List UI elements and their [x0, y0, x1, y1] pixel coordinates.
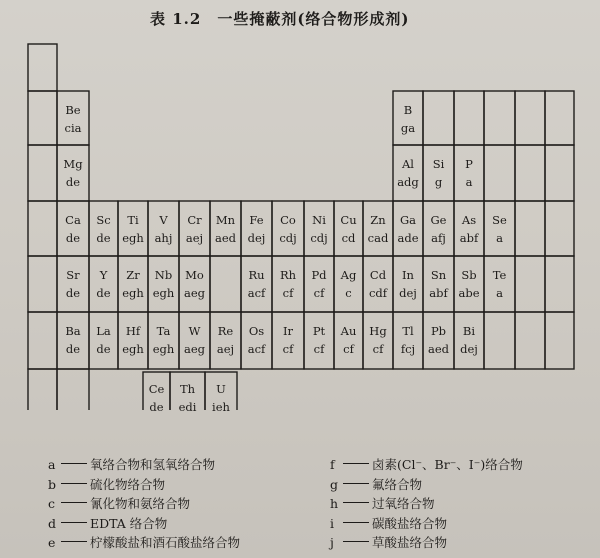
element-symbol: B	[403, 103, 413, 117]
masking-codes: dej	[399, 286, 417, 300]
element-symbol: Ag	[340, 268, 357, 282]
element-rh	[273, 268, 303, 301]
legend-text: EDTA 络合物	[90, 515, 168, 531]
legend-key: b	[48, 476, 57, 492]
element-symbol: Ge	[430, 213, 447, 227]
element-symbol: Cr	[187, 213, 202, 227]
masking-codes: cad	[367, 231, 389, 245]
element-symbol: Re	[217, 324, 234, 338]
element-symbol: Te	[492, 268, 507, 282]
element-zr	[118, 268, 148, 301]
masking-codes: aej	[185, 231, 204, 245]
legend-text: 过氧络合物	[372, 496, 435, 511]
masking-codes: cf	[343, 342, 354, 356]
element-symbol: Ba	[65, 324, 81, 338]
masking-codes: egh	[122, 231, 144, 245]
element-symbol: Mg	[63, 157, 83, 171]
masking-codes: abe	[458, 286, 480, 300]
element-symbol: Si	[432, 157, 445, 171]
masking-codes: de	[96, 231, 111, 245]
element-si	[424, 157, 454, 190]
element-hg	[363, 324, 393, 357]
element-ta	[149, 324, 179, 357]
grid-cell	[545, 145, 574, 201]
masking-codes: ga	[400, 121, 416, 135]
grid-cell	[515, 91, 545, 145]
legend-text: 碳酸盐络合物	[372, 515, 448, 531]
element-symbol: Y	[99, 268, 108, 282]
legend-text: 草酸盐络合物	[372, 535, 448, 550]
masking-codes: egh	[152, 286, 175, 300]
element-sc	[89, 213, 119, 246]
element-hf	[118, 324, 148, 357]
element-symbol: As	[461, 213, 477, 227]
grid-cell	[28, 369, 57, 410]
masking-codes: cdj	[310, 231, 328, 245]
table-title: 表 1.2 一些掩蔽剂(络合物形成剂)	[150, 10, 410, 28]
grid-cell	[210, 256, 241, 312]
masking-codes: aed	[214, 231, 237, 245]
masking-codes: acf	[247, 342, 266, 356]
masking-codes: a	[465, 175, 473, 189]
element-zn	[363, 213, 393, 246]
element-symbol: Mo	[185, 268, 204, 282]
element-pt	[304, 324, 334, 357]
legend-key: i	[330, 515, 334, 531]
element-ru	[242, 268, 272, 301]
element-symbol: Th	[179, 382, 196, 396]
masking-codes: cf	[372, 342, 384, 356]
masking-codes: egh	[122, 342, 144, 356]
grid-cell	[545, 256, 574, 312]
grid-cell	[484, 312, 515, 369]
element-v	[149, 213, 179, 246]
grid-cell	[515, 201, 545, 256]
masking-codes: cf	[313, 342, 325, 356]
element-as	[454, 213, 484, 246]
masking-codes: adg	[397, 175, 419, 189]
element-re	[211, 324, 241, 357]
element-sb	[454, 268, 484, 301]
masking-codes: ieh	[212, 400, 230, 414]
element-symbol: U	[216, 382, 226, 396]
masking-codes: edi	[178, 400, 197, 414]
element-symbol: Ce	[148, 382, 165, 396]
element-ga	[393, 213, 423, 246]
element-symbol: Mn	[215, 213, 236, 227]
element-mo	[180, 268, 210, 301]
element-mn	[211, 213, 241, 246]
element-y	[89, 268, 119, 301]
element-p	[454, 157, 484, 190]
element-os	[242, 324, 272, 357]
masking-codes: cdf	[368, 286, 388, 300]
element-symbol: Hf	[125, 324, 141, 338]
legend-key: f	[330, 457, 335, 472]
grid-cell	[28, 44, 57, 91]
masking-codes: fcj	[400, 342, 416, 356]
element-symbol: Cu	[340, 213, 357, 227]
element-symbol: Sr	[66, 268, 80, 282]
grid-cell	[515, 312, 545, 369]
legend-text: 柠檬酸盐和酒石酸盐络合物	[90, 535, 241, 550]
element-symbol: Ta	[156, 324, 171, 338]
masking-codes: ade	[397, 231, 419, 245]
masking-codes: abf	[429, 286, 448, 300]
legend-item	[330, 533, 523, 553]
grid-cell	[28, 201, 57, 256]
legend-item	[48, 514, 240, 534]
element-cu	[334, 213, 364, 246]
element-symbol: Os	[248, 324, 265, 338]
masking-codes: cf	[282, 286, 294, 300]
element-nb	[149, 268, 179, 301]
legend-item	[48, 455, 240, 475]
element-symbol: Tl	[402, 324, 414, 338]
element-fe	[242, 213, 272, 246]
masking-codes: de	[65, 175, 81, 189]
masking-codes: egh	[122, 286, 144, 300]
element-ge	[424, 213, 454, 246]
legend-key: e	[48, 535, 56, 550]
element-symbol: W	[188, 324, 201, 338]
element-symbol: P	[465, 157, 473, 171]
legend-item	[330, 455, 523, 475]
element-symbol: Bi	[462, 324, 476, 338]
legend-key: a	[48, 457, 56, 472]
masking-codes: afj	[431, 231, 446, 245]
element-ir	[273, 324, 303, 357]
masking-codes: de	[149, 400, 164, 414]
grid-cell	[515, 145, 545, 201]
element-symbol: Hg	[369, 324, 387, 338]
legend-text: 硫化物络合物	[90, 476, 166, 492]
legend-item	[330, 475, 523, 495]
element-w	[180, 324, 210, 357]
element-u	[206, 382, 236, 415]
element-ca	[58, 213, 88, 246]
legend-right	[330, 455, 523, 553]
element-symbol: Co	[280, 213, 296, 227]
element-te	[485, 268, 515, 301]
element-au	[334, 324, 364, 357]
element-cr	[180, 213, 210, 246]
element-symbol: Al	[402, 157, 414, 171]
grid-cell	[454, 91, 484, 145]
element-co	[273, 213, 303, 246]
legend-item	[330, 514, 523, 534]
element-symbol: Cd	[369, 268, 387, 282]
masking-codes: cf	[313, 286, 325, 300]
grid-cell	[28, 91, 57, 145]
element-symbol: Rh	[279, 268, 297, 282]
grid-cell	[28, 312, 57, 369]
legend-text: 氰化物和氨络合物	[90, 496, 191, 511]
element-mg	[58, 157, 88, 190]
element-pb	[424, 324, 454, 357]
element-in	[393, 268, 423, 301]
masking-codes: egh	[152, 342, 175, 356]
masking-codes: aej	[216, 342, 235, 356]
grid-cell	[484, 91, 515, 145]
grid-cell	[545, 201, 574, 256]
element-ba	[58, 324, 88, 357]
element-symbol: Zn	[370, 213, 386, 227]
masking-codes: cdj	[279, 231, 297, 245]
legend-key: j	[330, 535, 334, 550]
element-symbol: Pb	[430, 324, 447, 338]
legend-text: 氟络合物	[372, 476, 423, 492]
masking-codes: a	[496, 286, 503, 300]
legend-key: c	[48, 496, 56, 511]
element-symbol: Ni	[312, 213, 326, 227]
masking-codes: cd	[341, 231, 356, 245]
legend-key: g	[330, 476, 339, 492]
grid-cell	[423, 91, 454, 145]
element-symbol: Pd	[311, 268, 327, 282]
element-b	[393, 103, 423, 136]
element-pd	[304, 268, 334, 301]
masking-codes: de	[65, 231, 81, 245]
legend-text: 氧络合物和氢氧络合物	[90, 457, 216, 472]
masking-codes: dej	[247, 231, 266, 245]
element-ni	[304, 213, 334, 246]
grid-cell	[515, 256, 545, 312]
element-symbol: Ti	[127, 213, 139, 227]
element-bi	[454, 324, 484, 357]
element-symbol: Fe	[249, 213, 264, 227]
element-symbol: Sn	[430, 268, 447, 282]
element-tl	[393, 324, 423, 357]
element-ag	[334, 268, 364, 301]
element-symbol: Ga	[399, 213, 417, 227]
element-al	[393, 157, 423, 190]
grid-cell	[545, 312, 574, 369]
element-symbol: Ca	[65, 213, 81, 227]
grid-cell	[484, 145, 515, 201]
grid-cell	[28, 145, 57, 201]
legend-key: h	[330, 496, 339, 511]
element-la	[89, 324, 119, 357]
masking-codes: ahj	[154, 231, 173, 245]
element-symbol: Au	[340, 324, 357, 338]
element-symbol: In	[402, 268, 414, 282]
element-symbol: La	[96, 324, 111, 338]
legend-left	[48, 455, 240, 553]
masking-codes: aed	[427, 342, 450, 356]
grid-cell	[545, 91, 574, 145]
element-symbol: Ir	[282, 324, 294, 338]
element-se	[485, 213, 515, 246]
masking-codes: abf	[459, 231, 479, 245]
masking-codes: acf	[247, 286, 266, 300]
element-be	[58, 103, 88, 136]
masking-codes: de	[65, 286, 81, 300]
masking-codes: aeg	[183, 286, 206, 300]
element-sn	[424, 268, 454, 301]
element-symbol: Zr	[126, 268, 140, 282]
masking-codes: de	[96, 342, 111, 356]
element-symbol: Pt	[312, 324, 326, 338]
legend-item	[48, 533, 240, 553]
masking-codes: de	[96, 286, 111, 300]
element-symbol: Sb	[461, 268, 477, 282]
legend-item	[330, 494, 523, 514]
grid-cell	[57, 369, 89, 410]
element-cd	[363, 268, 393, 301]
masking-codes: de	[65, 342, 81, 356]
masking-codes: c	[345, 286, 352, 300]
masking-codes: g	[434, 175, 443, 189]
element-symbol: Nb	[154, 268, 173, 282]
masking-codes: cf	[282, 342, 294, 356]
element-symbol: Sc	[96, 213, 111, 227]
legend-key: d	[48, 515, 57, 531]
masking-codes: aeg	[183, 342, 206, 356]
element-ce	[142, 382, 172, 415]
legend-item	[48, 475, 240, 495]
element-sr	[58, 268, 88, 301]
grid-cell	[28, 256, 57, 312]
element-symbol: Se	[492, 213, 507, 227]
element-symbol: V	[159, 213, 168, 227]
masking-codes: a	[496, 231, 503, 245]
element-ti	[118, 213, 148, 246]
element-symbol: Ru	[248, 268, 265, 282]
legend-text: 卤素(Cl⁻、Br⁻、I⁻)络合物	[372, 457, 523, 472]
masking-codes: cia	[64, 121, 82, 135]
masking-codes: dej	[460, 342, 478, 356]
element-th	[173, 382, 203, 415]
element-symbol: Be	[65, 103, 81, 117]
legend-item	[48, 494, 240, 514]
